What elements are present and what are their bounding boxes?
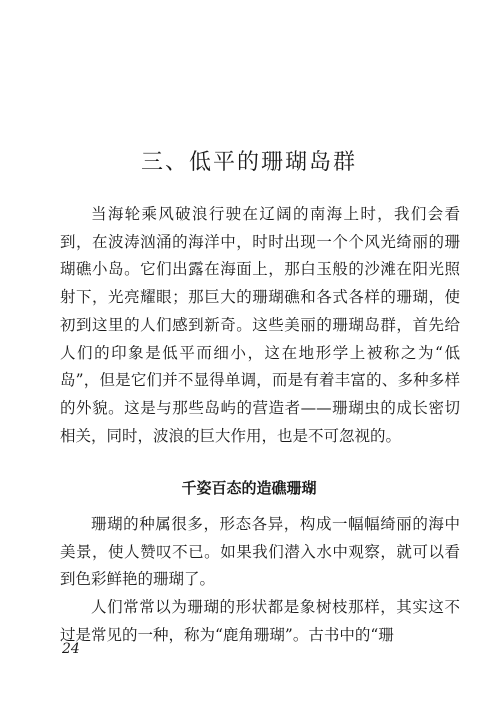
intro-text-block — [60, 201, 460, 450]
section-text-block — [60, 511, 460, 650]
section-paragraph-1: 珊瑚的种属很多，形态各异，构成一幅幅绮丽的海中美景，使人赞叹不已。如果我们潜入水中观察，就可以看到色彩鲜艳的珊瑚了。 — [60, 515, 460, 589]
intro-paragraph: 当海轮乘风破浪行驶在辽阔的南海上时，我们会看到，在波涛汹涌的海洋中，时时出现一个个风光绮丽的珊瑚礁小岛。它们出露在海面上，那白玉般的沙滩在阳光照射下，光亮耀眼；那巨大的珊瑚礁和各式各样的珊瑚，使初到这里的人们感到新奇。这些美丽的珊瑚岛群，首先给人们的印象是低平而细小，这在地形学上被称之为“低岛”，但是它们并不显得单调，而是有着丰富的、多种多样的外貌。这是与那些岛屿的营造者——珊瑚虫的成长密切相关，同时，波浪的巨大作用，也是不可忽视的。 — [60, 205, 460, 445]
page-number: 24 — [62, 641, 80, 657]
chapter-title: 三、低平的珊瑚岛群 — [140, 150, 357, 175]
section-heading: 千姿百态的造礁珊瑚 — [181, 479, 317, 497]
section-paragraph-2: 人们常常以为珊瑚的形状都是象树枝那样，其实这不过是常见的一种，称为“鹿角珊瑚”。古书中的“珊 — [60, 598, 460, 644]
